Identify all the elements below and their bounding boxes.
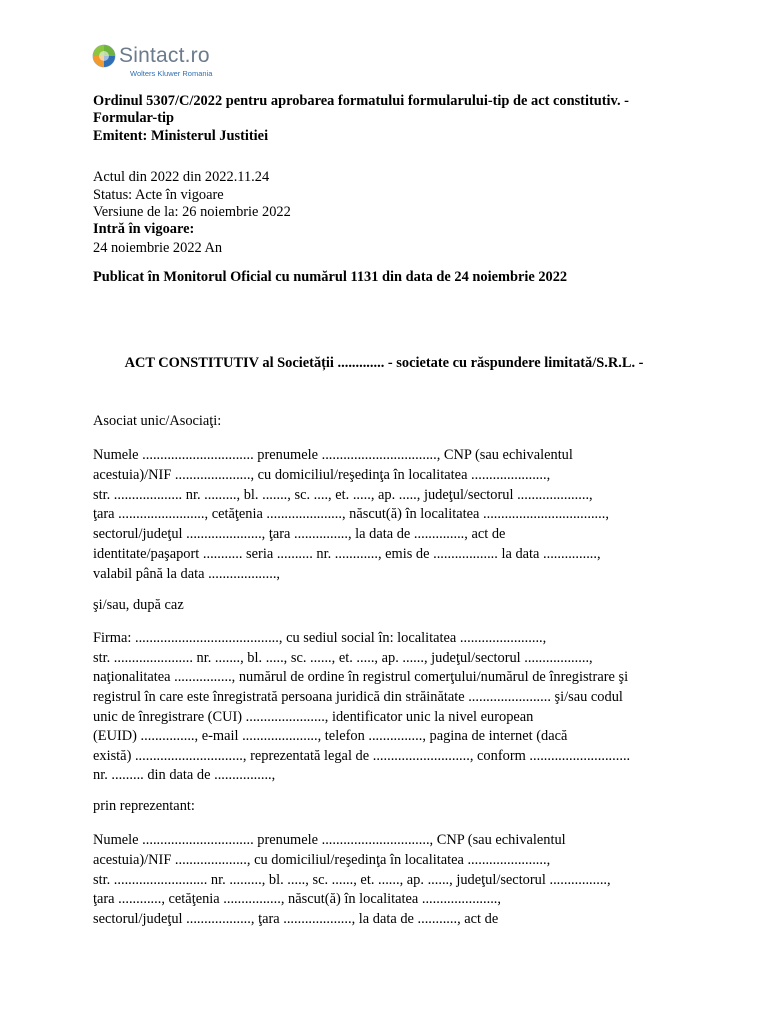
act-date: Actul din 2022 din 2022.11.24	[93, 169, 270, 185]
block2-line: registrul în care este înregistrată persoana juridică din străinătate ....................... şi/sau codul	[93, 689, 623, 705]
document-title-line2: Formular-tip	[93, 110, 174, 126]
block2-line: există) .............................., reprezentată legal de ..........................., conform ............................	[93, 748, 631, 764]
intra-value: 24 noiembrie 2022 An	[93, 240, 223, 256]
logo-subtitle: Wolters Kluwer Romania	[130, 69, 213, 78]
si-sau-dupa-caz: şi/sau, după caz	[93, 597, 184, 613]
block1-line: ţara ........................, cetăţenia ....................., născut(ă) în localitatea ..................................,	[93, 506, 609, 522]
document-title-line1: Ordinul 5307/C/2022 pentru aprobarea formatului formularului-tip de act constitutiv. -	[93, 93, 629, 109]
versiune: Versiune de la: 26 noiembrie 2022	[93, 204, 291, 220]
block3-line: Numele ............................... prenumele .............................., CNP (sau echivalentul	[93, 832, 566, 848]
block1-line: identitate/paşaport ........... seria .......... nr. ............, emis de .................. la data ...............,	[93, 546, 601, 562]
block1-line: acestuia)/NIF ....................., cu domiciliul/reşedinţa în localitatea .....................,	[93, 467, 551, 483]
block1-line: sectorul/judeţul ....................., ţara ..............., la data de .............., act de	[93, 526, 506, 542]
emitent: Emitent: Ministerul Justitiei	[93, 128, 269, 144]
logo-name: Sintact.ro	[119, 44, 210, 67]
block2-line: naţionalitatea ................, numărul de ordine în registrul comerţului/numărul de înregistrare şi	[93, 669, 629, 685]
block2-line: unic de înregistrare (CUI) ......................, identificator unic la nivel european	[93, 709, 534, 725]
block2-line: nr. ......... din data de ................,	[93, 767, 276, 783]
block3-line: acestuia)/NIF ...................., cu domiciliul/reşedinţa în localitatea ......................,	[93, 852, 551, 868]
block2-line: Firma: ........................................, cu sediul social în: localitatea .......................,	[93, 630, 547, 646]
asociat-label: Asociat unic/Asociaţi:	[93, 413, 222, 429]
globe-icon	[92, 44, 116, 68]
block3-line: str. .......................... nr. ........., bl. ....., sc. ......, et. ......, ap. ......, judeţul/sectorul ................,	[93, 872, 611, 888]
block1-line: Numele ............................... prenumele ................................, CNP (sau echivalentul	[93, 447, 573, 463]
intra-label: Intră în vigoare:	[93, 221, 195, 237]
block1-line: str. ................... nr. ........., bl. ......., sc. ...., et. ....., ap. ....., judeţul/sectorul ....................,	[93, 487, 593, 503]
block2-line: str. ...................... nr. ......., bl. ....., sc. ......, et. ....., ap. ......, judeţul/sectorul ..................,	[93, 650, 593, 666]
prin-reprezentant: prin reprezentant:	[93, 798, 195, 814]
block3-line: sectorul/judeţul .................., ţara ..................., la data de ..........., act de	[93, 911, 499, 927]
block2-line: (EUID) ..............., e-mail ....................., telefon ..............., pagina de internet (dacă	[93, 728, 568, 744]
sintact-logo	[92, 44, 232, 80]
act-constitutiv-title: ACT CONSTITUTIV al Societății ............. - societate cu răspundere limitată/S.R.L. -	[124, 355, 644, 371]
publicat: Publicat în Monitorul Oficial cu numărul 1131 din data de 24 noiembrie 2022	[93, 269, 568, 285]
block3-line: ţara ............, cetăţenia ................, născut(ă) în localitatea .....................,	[93, 891, 502, 907]
block1-line: valabil până la data ...................,	[93, 566, 281, 582]
status: Status: Acte în vigoare	[93, 187, 224, 203]
